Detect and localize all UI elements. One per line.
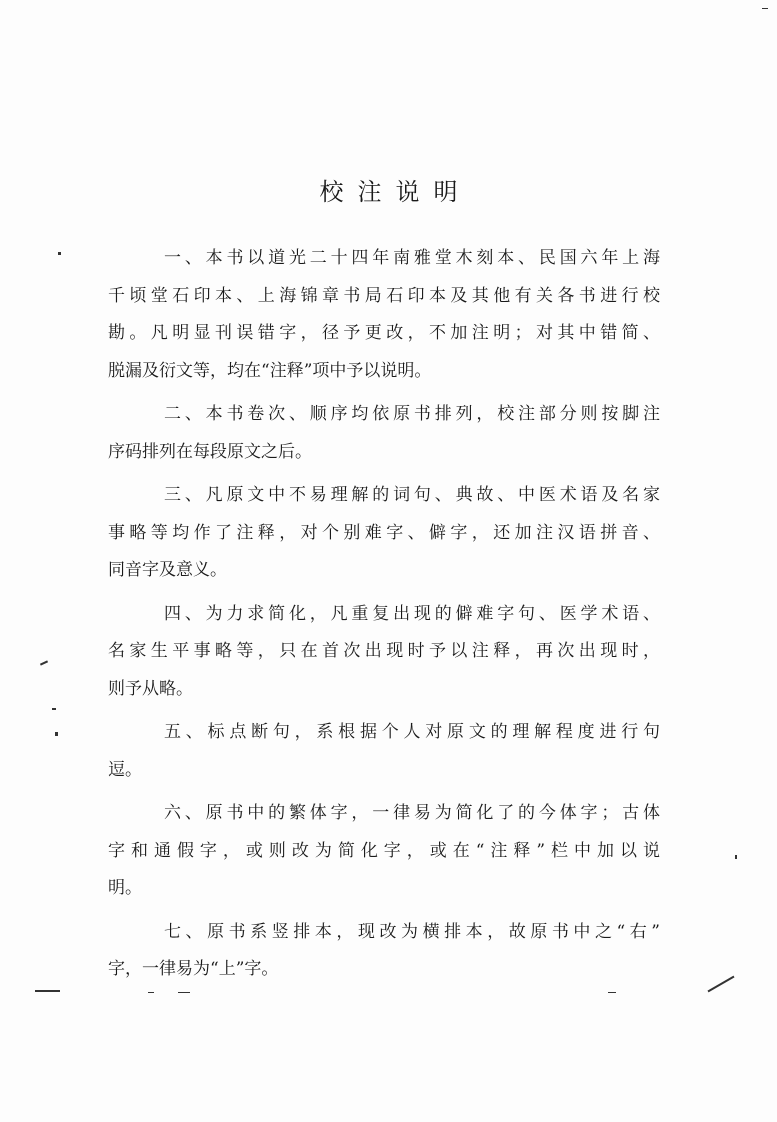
paragraph-3: [108, 477, 660, 590]
paragraph-4: [108, 596, 660, 709]
text-line: 三、凡原文中不易理解的词句、典故、中医术语及名家: [164, 485, 660, 505]
scan-speck: [40, 660, 48, 665]
scan-speck: [762, 8, 768, 9]
document-body: [108, 240, 660, 995]
text-line: 六、原书中的繁体字，一律易为简化了的今体字；古体: [164, 803, 660, 823]
scan-speck: [608, 992, 616, 993]
text-line: 同音字及意义。: [108, 560, 227, 580]
paragraph-2: [108, 396, 660, 471]
text-line: 一、本书以道光二十四年南雅堂木刻本、民国六年上海: [164, 248, 660, 268]
scan-speck: [735, 855, 737, 859]
text-line: 事略等均作了注释，对个别难字、僻字，还加注汉语拼音、: [108, 522, 660, 543]
text-line: 逗。: [108, 759, 142, 780]
text-line: 勘。凡明显刊误错字，径予更改，不加注明；对其中错简、: [108, 323, 660, 343]
text-line: 七、原书系竖排本，现改为横排本，故原书中之“右”: [164, 921, 660, 942]
text-line: 二、本书卷次、顺序均依原书排列，校注部分则按脚注: [164, 404, 660, 424]
text-line: 字和通假字，或则改为简化字，或在“注释”栏中加以说: [108, 840, 660, 861]
paragraph-6: [108, 795, 660, 908]
scan-speck: [58, 252, 61, 255]
paragraph-5: [108, 714, 660, 789]
scan-speck: [35, 990, 60, 992]
text-line: 序码排列在每段原文之后。: [108, 441, 312, 462]
text-line: 脱漏及衍文等，均在“注释”项中予以说明。: [108, 360, 432, 381]
scan-speck: [708, 976, 735, 993]
text-line: 千顷堂石印本、上海锦章书局石印本及其他有关各书进行校: [108, 285, 660, 306]
text-line: 明。: [108, 878, 142, 898]
text-line: 四、为力求简化，凡重复出现的僻难字句、医学术语、: [164, 603, 660, 624]
page-title: 校注说明: [319, 178, 472, 206]
text-line: 五、标点断句，系根据个人对原文的理解程度进行句: [164, 722, 660, 742]
scan-speck: [148, 992, 154, 993]
scan-speck: [52, 708, 56, 710]
text-line: 名家生平事略等，只在首次出现时予以注释，再次出现时，: [108, 641, 660, 661]
text-line: 则予从略。: [108, 678, 193, 699]
paragraph-1: [108, 240, 660, 390]
paragraph-7: [108, 914, 660, 989]
scan-speck: [178, 992, 190, 993]
scan-speck: [55, 732, 58, 736]
text-line: 字，一律易为“上”字。: [108, 959, 279, 979]
